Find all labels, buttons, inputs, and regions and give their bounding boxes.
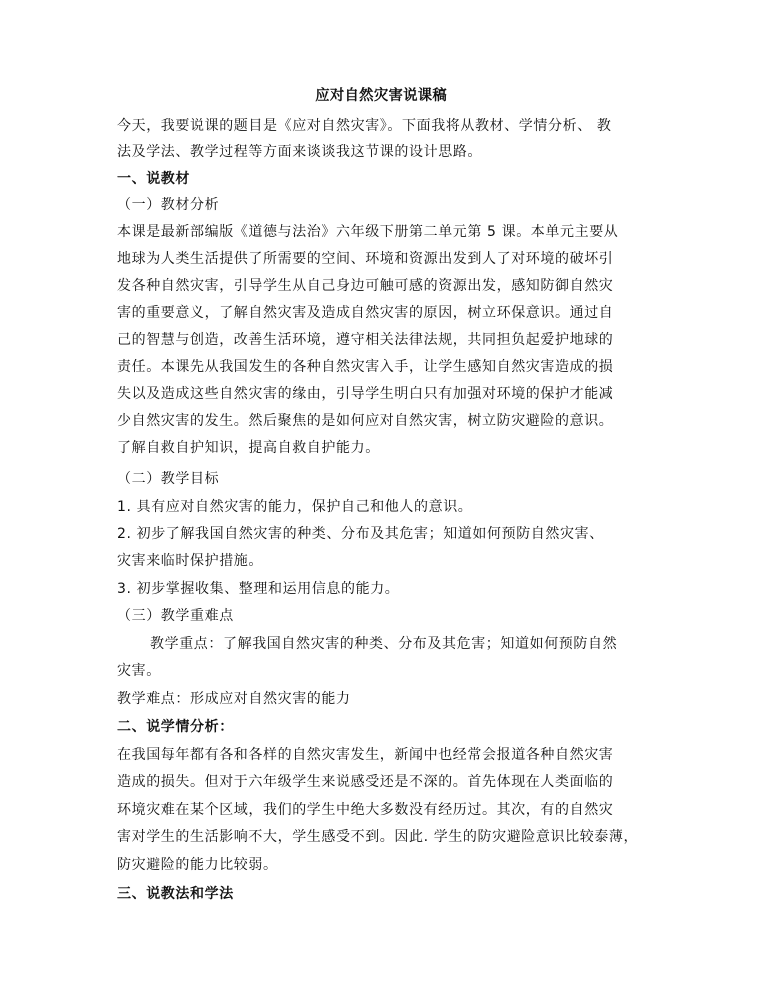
teaching-focus-continuation: 灾害。	[117, 663, 161, 679]
paragraph-line: 今天，我要说课的题目是《应对自然灾害》。下面我将从教材、学情分析、 教	[117, 118, 612, 134]
subsection-heading: （三）教学重难点	[117, 608, 234, 624]
paragraph-line: 发各种自然灾害，引导学生从自己身边可触可感的资源出发，感知防御自然灾	[117, 278, 614, 294]
paragraph-line: 失以及造成这些自然灾害的缘由，引导学生明白只有加强对环境的保护才能减	[117, 386, 614, 402]
paragraph-line: 害的重要意义，了解自然灾害及造成自然灾害的原因，树立环保意识。通过自	[117, 305, 614, 321]
document-title: 应对自然灾害说课稿	[315, 88, 448, 104]
paragraph-line: 少自然灾害的发生。然后聚焦的是如何应对自然灾害，树立防灾避险的意识。	[117, 413, 614, 429]
paragraph-line: 责任。本课先从我国发生的各种自然灾害入手，让学生感知自然灾害造成的损	[117, 359, 614, 375]
paragraph-line: 造成的损失。但对于六年级学生来说感受还是不深的。首先体现在人类面临的	[117, 774, 614, 790]
list-item: 2. 初步了解我国自然灾害的种类、分布及其危害；知道如何预防自然灾害、	[117, 526, 604, 542]
paragraph-line: 防灾避险的能力比较弱。	[117, 857, 278, 873]
teaching-focus: 教学重点：了解我国自然灾害的种类、分布及其危害；知道如何预防自然	[150, 636, 618, 652]
section-heading: 一、说教材	[117, 171, 190, 187]
paragraph-line: 法及学法、教学过程等方面来谈谈我这节课的设计思路。	[117, 144, 482, 160]
paragraph-line: 本课是最新部编版《道德与法治》六年级下册第二单元第 5 课。本单元主要从	[117, 224, 619, 240]
paragraph-line: 地球为人类生活提供了所需要的空间、环境和资源出发到人了对环境的破坏引	[117, 251, 614, 267]
paragraph-line: 了解自救自护知识，提高自救自护能力。	[117, 440, 380, 456]
paragraph-line: 己的智慧与创造，改善生活环境，遵守相关法律法规，共同担负起爱护地球的	[117, 332, 614, 348]
list-item: 3. 初步掌握收集、整理和运用信息的能力。	[117, 581, 400, 597]
section-heading: 三、说教法和学法	[117, 886, 234, 902]
section-heading: 二、说学情分析：	[117, 719, 234, 735]
subsection-heading: （二）教学目标	[117, 471, 220, 487]
subsection-heading: （一）教材分析	[117, 197, 220, 213]
list-item-continuation: 灾害来临时保护措施。	[117, 553, 263, 569]
paragraph-line: 在我国每年都有各和各样的自然灾害发生，新闻中也经常会报道各种自然灾害	[117, 747, 614, 763]
paragraph-line: 害对学生的生活影响不大，学生感受不到。因此. 学生的防灾避险意识比较泰薄，	[117, 829, 639, 845]
paragraph-line: 环境灾难在某个区域，我们的学生中绝大多数没有经历过。其次，有的自然灾	[117, 802, 614, 818]
list-item: 1. 具有应对自然灾害的能力，保护自己和他人的意识。	[117, 499, 473, 515]
teaching-difficulty: 教学难点：形成应对自然灾害的能力	[117, 691, 351, 707]
